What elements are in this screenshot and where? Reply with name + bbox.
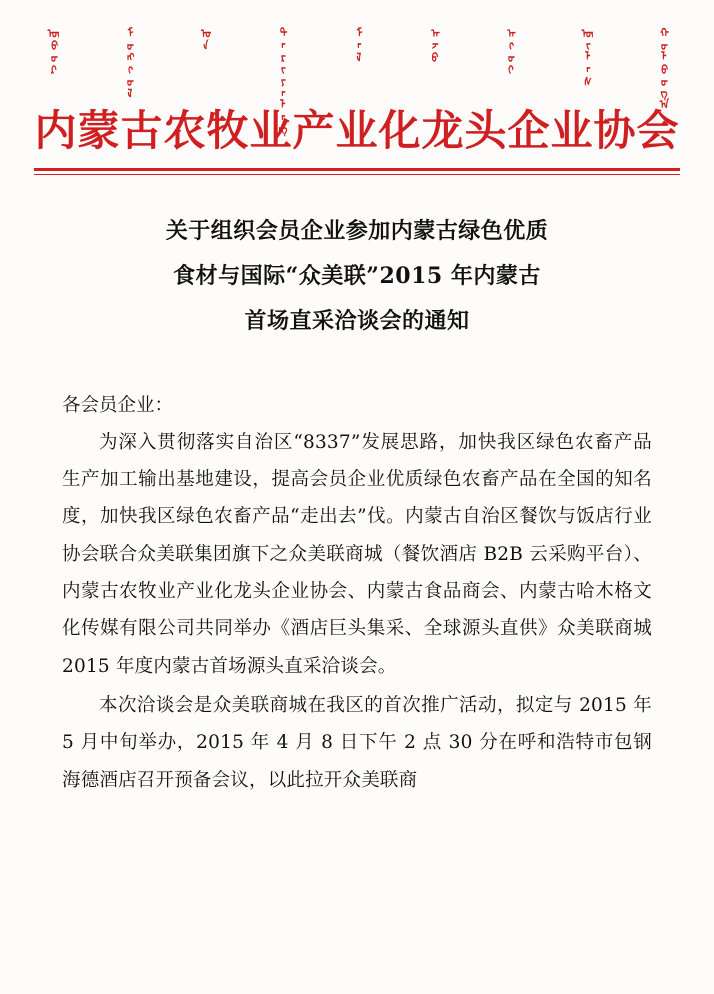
mongolian-word: ᠦᠢᠯᠡᠰ xyxy=(580,26,592,86)
mongolian-word: ᠤᠨ xyxy=(198,26,211,50)
document-title-line: 食材与国际“众美联”2015 年内蒙古 xyxy=(173,263,541,290)
document-title-line: 首场直采洽谈会的通知 xyxy=(244,308,470,335)
body-paragraph: 为深入贯彻落实自治区“8337”发展思路，加快我区绿色农畜产品生产加工输出基地建设，提高会员企业优质绿色农畜产品在全国的知名度，加快我区绿色农畜产品“走出去”伐。内蒙古自治区餐饮与饭店行业协会联合众美联集团旗下之众美联商城（餐饮酒店 B2B 云采购平台）、内蒙古农牧业产业化龙头企业协会、内蒙古食品商会、内蒙古哈木格文化传媒有限公司共同举办《酒店巨头集采、全球源头直供》众美联商城 2015 年度内蒙古首场源头直采洽谈会。 xyxy=(62,431,652,677)
header-rule-thick xyxy=(34,168,680,171)
mongolian-word: ᠠᠵᠤ xyxy=(427,26,440,62)
organization-title: 内蒙古农牧业产业化龙头企业协会 xyxy=(34,106,680,155)
mongolian-word: ᠥᠪᠥᠷ xyxy=(46,26,58,74)
document-body xyxy=(0,175,714,799)
page-bottom-fade xyxy=(0,968,714,994)
letterhead xyxy=(0,0,714,175)
mongolian-word: ᠮᠣᠩᠭᠣᠯ xyxy=(122,26,135,98)
document-title-line: 关于组织会员企业参加内蒙古绿色优质 xyxy=(165,218,549,245)
mongolian-word: ᠠᠬᠤᠢ xyxy=(503,26,516,74)
mongolian-word: ᠲᠠᠷᠢᠶᠠᠯᠠᠩ xyxy=(275,26,287,134)
document-title xyxy=(62,209,652,344)
mongolian-word: ᠮᠠᠯ xyxy=(351,26,363,62)
salutation: 各会员企业： xyxy=(62,395,174,417)
mongolian-word: ᠬᠣᠯᠪᠣᠭ᠎ᠠ xyxy=(656,26,668,110)
body-paragraph: 本次洽谈会是众美联商城在我区的首次推广活动，拟定与 2015 年 5 月中旬举办，2015 年 4 月 8 日下午 2 点 30 分在呼和浩特市包钢海德酒店召开预备会议，以此拉开众美联商 xyxy=(62,695,652,791)
